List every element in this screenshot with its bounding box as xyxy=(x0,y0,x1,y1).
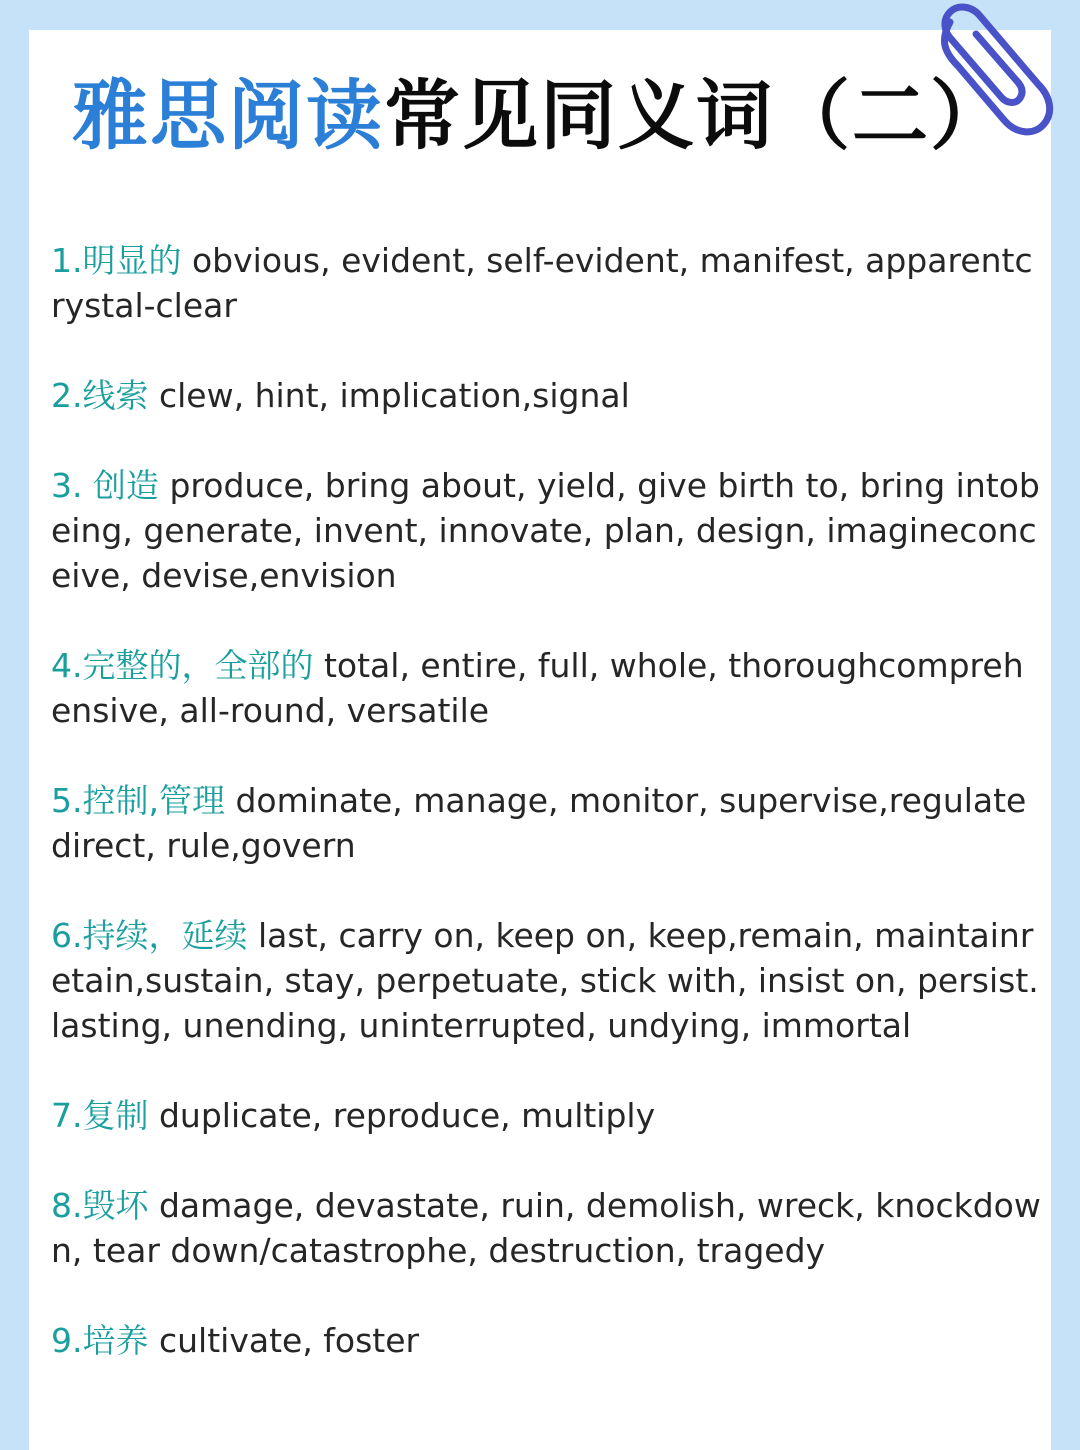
entry-label: 8.毁坏 xyxy=(51,1186,149,1225)
entry-label: 2.线索 xyxy=(51,376,149,415)
list-item xyxy=(51,463,1041,598)
entry-label: 1.明显的 xyxy=(51,241,182,280)
entry-label: 3. 创造 xyxy=(51,466,159,505)
entry-label: 5.控制,管理 xyxy=(51,781,225,820)
entry-words: last, carry on, keep on, keep,remain, maintainretain,sustain, stay, perpetuate, stick with, insist on, persist.lasting, unending, uninterrupted, undying, immortal xyxy=(51,916,1039,1045)
title-highlight: 雅思阅读 xyxy=(72,71,384,160)
list-item xyxy=(51,643,1041,733)
entry-words: dominate, manage, monitor, supervise,regulate direct, rule,govern xyxy=(51,781,1027,865)
entry-words: produce, bring about, yield, give birth to, bring intobeing, generate, invent, innovate, plan, design, imagineconceive, devise,envision xyxy=(51,466,1040,595)
entry-label: 6.持续，延续 xyxy=(51,916,248,955)
list-item xyxy=(51,373,1041,418)
entry-words: clew, hint, implication,signal xyxy=(148,376,630,415)
page-title xyxy=(0,71,1080,160)
entry-words: cultivate, foster xyxy=(148,1321,420,1360)
list-item xyxy=(51,1093,1041,1138)
list-item xyxy=(51,1318,1041,1363)
list-item xyxy=(51,778,1041,868)
entry-words: total, entire, full, whole, thoroughcomprehensive, all-round, versatile xyxy=(51,646,1024,730)
entry-words: damage, devastate, ruin, demolish, wreck, knockdown, tear down/catastrophe, destruction, tragedy xyxy=(51,1186,1041,1270)
paperclip-icon xyxy=(930,0,1060,150)
list-item xyxy=(51,1183,1041,1273)
entry-label: 4.完整的，全部的 xyxy=(51,646,314,685)
entry-label: 7.复制 xyxy=(51,1096,149,1135)
list-item xyxy=(51,913,1041,1048)
title-rest: 常见同义词（二） xyxy=(384,71,1008,160)
entry-words: obvious, evident, self-evident, manifest, apparentcrystal-clear xyxy=(51,241,1033,325)
list-item xyxy=(51,238,1041,328)
synonym-list xyxy=(51,238,1041,1363)
entry-words: duplicate, reproduce, multiply xyxy=(148,1096,656,1135)
entry-label: 9.培养 xyxy=(51,1321,149,1360)
